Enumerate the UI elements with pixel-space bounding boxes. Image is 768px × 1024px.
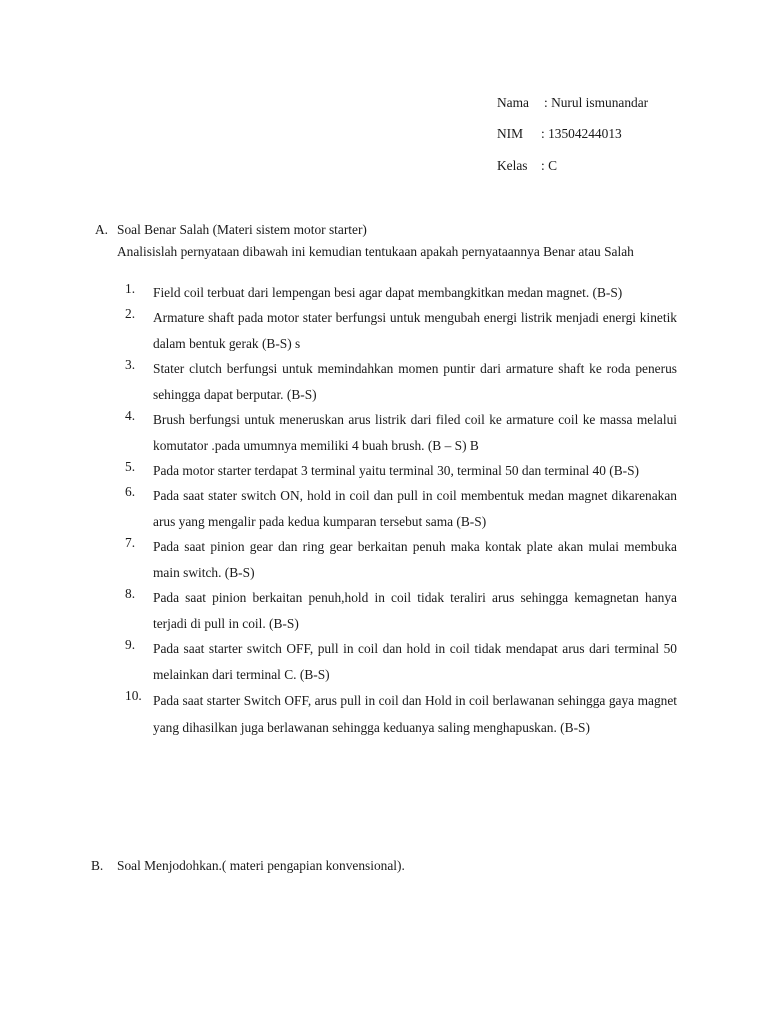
statement-item: [0, 687, 768, 741]
statement-item: [0, 585, 768, 637]
name-value: : Nurul ismunandar: [544, 95, 649, 110]
section-b-title: Soal Menjodohkan.( materi pengapian konvensional).: [117, 858, 405, 873]
statement-text: Pada motor starter terdapat 3 terminal yaitu terminal 30, terminal 50 dan terminal 40 (B-S): [153, 463, 640, 478]
kelas-value: : C: [541, 158, 557, 173]
statement-text: Pada saat pinion gear dan ring gear berkaitan penuh maka kontak plate akan mulai membuka main switch. (B-S): [153, 539, 677, 580]
statement-item: [0, 305, 768, 357]
statement-text: Field coil terbuat dari lempengan besi agar dapat membangkitkan medan magnet. (B-S): [153, 285, 623, 300]
statement-item: [0, 534, 768, 586]
nim-row: [497, 125, 622, 143]
name-row: [497, 94, 649, 112]
statement-text: Armature shaft pada motor stater berfungsi untuk mengubah energi listrik menjadi energi kinetik dalam bentuk gerak (B-S) s: [153, 310, 677, 351]
statement-number: 8.: [125, 586, 136, 601]
statement-item: [0, 483, 768, 535]
section-b-letter: B.: [91, 858, 104, 873]
statement-text: Brush berfungsi untuk meneruskan arus listrik dari filed coil ke armature coil ke massa melalui komutator .pada umumnya memiliki 4 buah brush. (B – S) B: [153, 412, 677, 453]
nim-label: NIM: [497, 126, 524, 141]
statement-number: 4.: [125, 408, 136, 423]
statement-number: 2.: [125, 306, 136, 321]
statement-item: [0, 280, 768, 306]
statement-number: 3.: [125, 357, 136, 372]
statement-item: [0, 356, 768, 408]
kelas-label: Kelas: [497, 158, 528, 173]
section-a-letter: A.: [95, 222, 109, 237]
statement-item: [0, 407, 768, 459]
section-a-intro: Analisislah pernyataan dibawah ini kemudian tentukaan apakah pernyataannya Benar atau Salah: [117, 244, 634, 259]
statement-text: Pada saat pinion berkaitan penuh,hold in coil tidak teraliri arus sehingga kemagnetan hanya terjadi di pull in coil. (B-S): [153, 590, 677, 631]
name-label: Nama: [497, 95, 529, 110]
statement-text: Pada saat starter switch OFF, pull in coil dan hold in coil tidak mendapat arus dari terminal 50 melainkan dari terminal C. (B-S): [153, 641, 677, 682]
statement-number: 10.: [125, 688, 142, 703]
section-a-title: Soal Benar Salah (Materi sistem motor starter): [117, 222, 367, 237]
statement-list: [0, 281, 768, 744]
kelas-row: [497, 157, 557, 175]
statement-item: [0, 636, 768, 688]
statement-text: Stater clutch berfungsi untuk memindahkan momen puntir dari armature shaft ke roda penerus sehingga dapat berputar. (B-S): [153, 361, 677, 402]
statement-number: 6.: [125, 484, 136, 499]
statement-item: [0, 458, 768, 484]
statement-number: 7.: [125, 535, 136, 550]
statement-number: 9.: [125, 637, 136, 652]
statement-text: Pada saat stater switch ON, hold in coil dan pull in coil membentuk medan magnet dikarenakan arus yang mengalir pada kedua kumparan tersebut sama (B-S): [153, 488, 677, 529]
statement-number: 5.: [125, 459, 136, 474]
nim-value: : 13504244013: [541, 126, 622, 141]
statement-number: 1.: [125, 281, 136, 296]
statement-text: Pada saat starter Switch OFF, arus pull in coil dan Hold in coil berlawanan sehingga gaya magnet yang dihasilkan juga berlawanan sehingga keduanya saling menghapuskan. (B-S): [153, 693, 677, 735]
